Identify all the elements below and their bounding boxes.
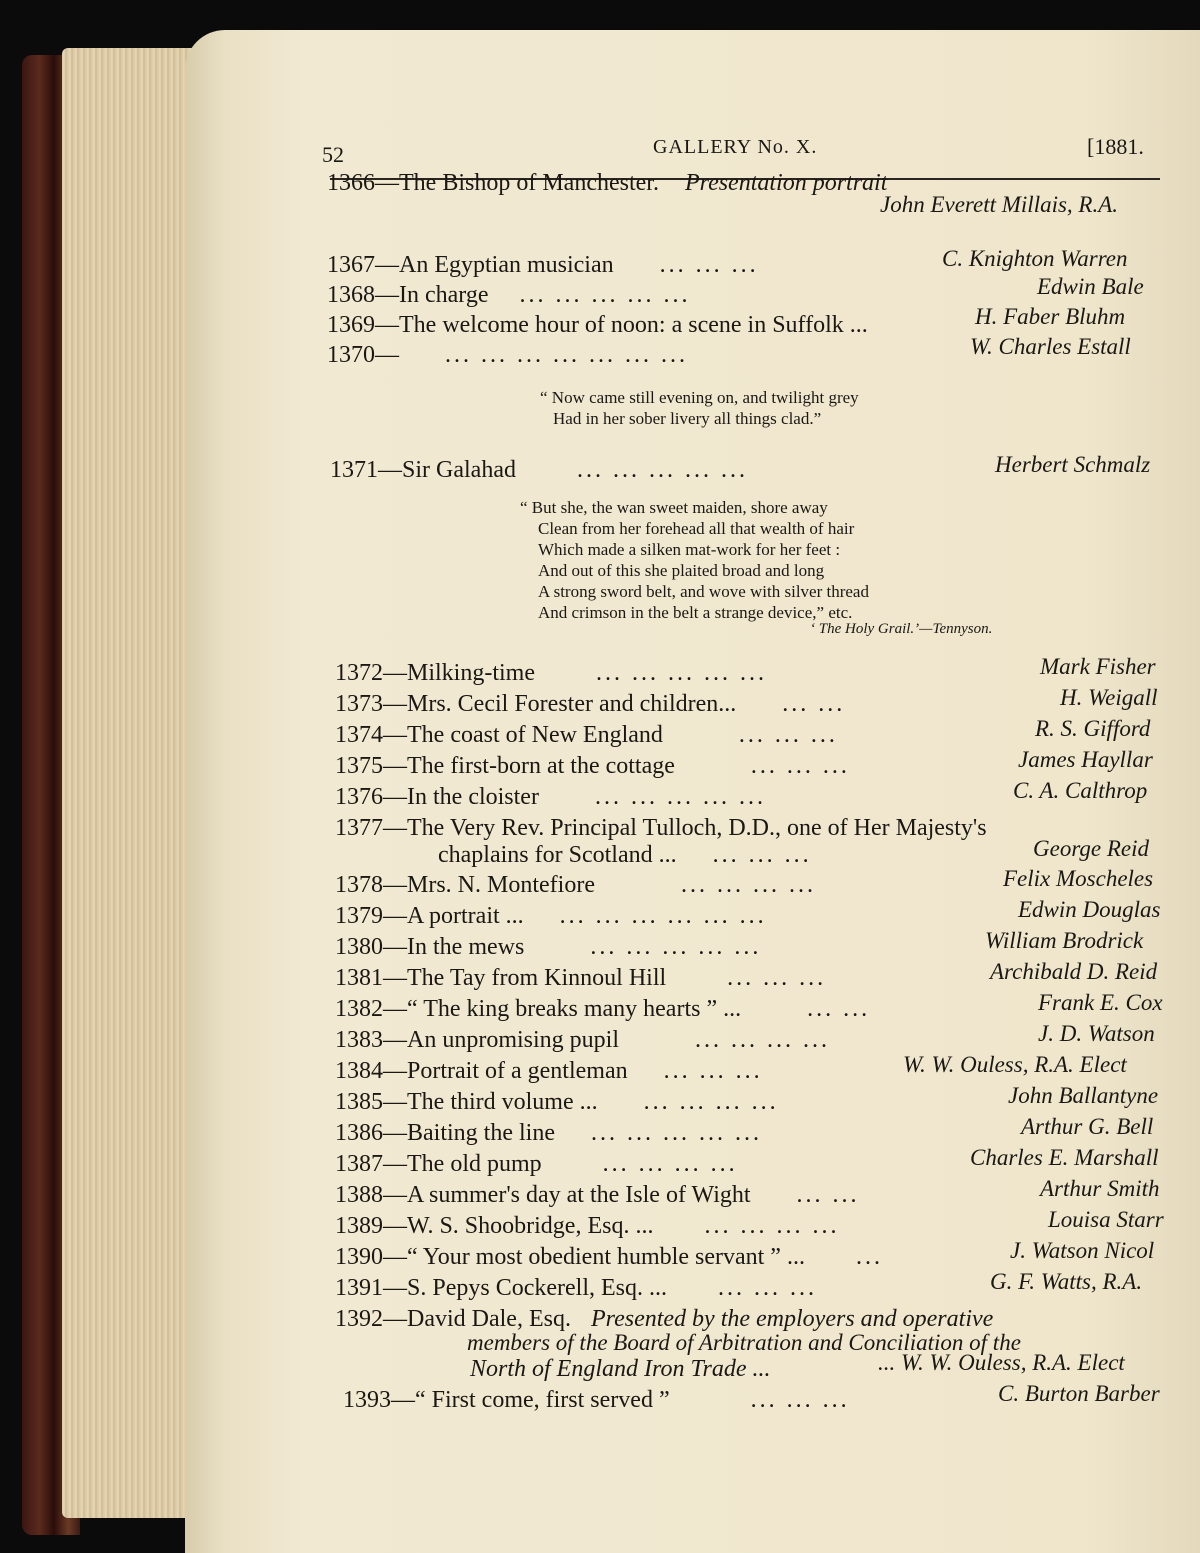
artist-1393: C. Burton Barber xyxy=(998,1381,1160,1406)
leader-dots: ... ... ... ... ... xyxy=(519,282,691,308)
entry-1375 xyxy=(335,753,850,780)
entry-1387 xyxy=(335,1151,738,1178)
entry-title: 1383—An unpromising pupil xyxy=(335,1027,620,1053)
artist-1376: C. A. Calthrop xyxy=(1013,778,1148,803)
entry-1382 xyxy=(335,996,870,1023)
artist-1390: J. Watson Nicol xyxy=(1010,1238,1155,1263)
page-stack xyxy=(62,48,202,1518)
leader-dots: ... ... ... ... ... xyxy=(596,660,767,686)
entry-1377-cont xyxy=(438,842,812,869)
leader-dots: ... ... ... xyxy=(750,1387,850,1413)
entry-note-3: North of England Iron Trade ... xyxy=(470,1356,771,1382)
leader-dots: ... ... xyxy=(807,996,871,1022)
entry-1392-cont xyxy=(470,1356,770,1383)
leader-dots: ... ... ... xyxy=(663,1058,763,1084)
entry-title: 1371—Sir Galahad xyxy=(330,457,516,483)
entry-1367 xyxy=(327,252,759,279)
leader-dots: ... ... ... ... ... xyxy=(576,457,748,483)
artist-1378: Felix Moscheles xyxy=(1003,866,1154,891)
artist-1389: Louisa Starr xyxy=(1048,1207,1164,1232)
entry-title-cont: chaplains for Scotland ... xyxy=(438,842,677,868)
page-header xyxy=(185,130,1200,170)
entry-1377 xyxy=(335,815,987,842)
entry-1393 xyxy=(343,1387,850,1414)
entry-1368 xyxy=(327,282,691,309)
artist-1369: H. Faber Bluhm xyxy=(975,304,1126,329)
artist-1388: Arthur Smith xyxy=(1040,1176,1160,1201)
quote-line: Which made a silken mat-work for her feet : xyxy=(538,540,841,559)
entry-title: 1390—“ Your most obedient humble servant ” ... xyxy=(335,1244,805,1270)
artist-1374: R. S. Gifford xyxy=(1035,716,1151,741)
artist-1367: C. Knighton Warren xyxy=(942,246,1128,271)
quote-line: Clean from her forehead all that wealth of hair xyxy=(538,519,855,538)
entry-title: 1391—S. Pepys Cockerell, Esq. ... xyxy=(335,1275,667,1301)
leader-dots: ... ... ... xyxy=(712,842,812,868)
header-year: [1881. xyxy=(1087,134,1144,159)
artist-1377: George Reid xyxy=(1033,836,1150,861)
artist-1387: Charles E. Marshall xyxy=(970,1145,1159,1170)
entry-1374 xyxy=(335,722,838,749)
leader-dots: ... ... ... ... ... xyxy=(590,1120,762,1146)
entry-1381 xyxy=(335,965,826,992)
leader-dots: ... ... xyxy=(782,691,846,717)
leader-dots: ... ... ... ... ... ... ... xyxy=(445,342,688,368)
leader-dots: ... ... ... ... ... ... xyxy=(559,903,767,929)
artist-1380: William Brodrick xyxy=(985,928,1144,953)
quote-1370 xyxy=(540,387,859,429)
artist-1370: W. Charles Estall xyxy=(970,334,1131,359)
leader-dots: ... ... ... ... xyxy=(602,1151,738,1177)
artist-1386: Arthur G. Bell xyxy=(1021,1114,1154,1139)
artist-1385: John Ballantyne xyxy=(1008,1083,1159,1108)
entry-1389 xyxy=(335,1213,839,1240)
quote-1371 xyxy=(520,497,869,623)
leader-dots: ... ... ... ... xyxy=(680,872,816,898)
entry-title: 1378—Mrs. N. Montefiore xyxy=(335,872,595,898)
artist-1384: W. W. Ouless, R.A. Elect xyxy=(903,1052,1127,1077)
entry-1392-note-2: members of the Board of Arbitration and Conciliation of the xyxy=(467,1330,1021,1355)
entry-title: 1374—The coast of New England xyxy=(335,722,663,748)
artist-1371: Herbert Schmalz xyxy=(995,452,1151,477)
entry-title: 1367—An Egyptian musician xyxy=(327,252,614,278)
entry-title: 1372—Milking-time xyxy=(335,660,535,686)
entry-1384 xyxy=(335,1058,763,1085)
artist-1381: Archibald D. Reid xyxy=(990,959,1158,984)
leader-dots: ... xyxy=(855,1244,883,1270)
catalogue-page xyxy=(185,30,1200,1553)
leader-dots: ... ... ... ... ... xyxy=(590,934,762,960)
leader-dots: ... ... xyxy=(796,1182,860,1208)
leader-dots: ... ... ... xyxy=(727,965,827,991)
entry-1390 xyxy=(335,1244,883,1271)
artist-1383: J. D. Watson xyxy=(1038,1021,1155,1046)
quote-line: “ Now came still evening on, and twilight grey xyxy=(540,388,859,407)
page-number: 52 xyxy=(322,142,344,167)
entry-1371 xyxy=(330,457,748,484)
entry-title: 1389—W. S. Shoobridge, Esq. ... xyxy=(335,1213,654,1239)
quote-line: Had in her sober livery all things clad.” xyxy=(553,409,822,428)
leader-dots: ... ... ... ... xyxy=(704,1213,840,1239)
entry-title: 1385—The third volume ... xyxy=(335,1089,598,1115)
entry-note: Presented by the employers and operative xyxy=(590,1306,994,1332)
artist-1372: Mark Fisher xyxy=(1040,654,1156,679)
entry-1388 xyxy=(335,1182,860,1209)
leader-dots: ... ... ... xyxy=(659,252,759,278)
entry-title: 1382—“ The king breaks many hearts ” ... xyxy=(335,996,742,1022)
entry-1369 xyxy=(327,312,868,339)
entry-title: 1384—Portrait of a gentleman xyxy=(335,1058,628,1084)
leader-dots: ... ... ... xyxy=(750,753,850,779)
entry-title: 1373—Mrs. Cecil Forester and children... xyxy=(335,691,737,717)
entry-title: 1392—David Dale, Esq. xyxy=(335,1306,571,1332)
leader-dots: ... ... ... xyxy=(738,722,838,748)
entry-1379 xyxy=(335,903,767,930)
entry-title: 1376—In the cloister xyxy=(335,784,539,810)
running-title: GALLERY No. X. xyxy=(653,136,818,158)
entry-title: 1387—The old pump xyxy=(335,1151,542,1177)
quote-line: A strong sword belt, and wove with silver thread xyxy=(538,582,869,601)
leader-dots: ... ... ... ... xyxy=(695,1027,831,1053)
artist-1366: John Everett Millais, R.A. xyxy=(880,192,1119,217)
entry-title: 1368—In charge xyxy=(327,282,489,308)
entry-1378 xyxy=(335,872,816,899)
quote-line: And out of this she plaited broad and long xyxy=(538,561,825,580)
quote-line: “ But she, the wan sweet maiden, shore away xyxy=(520,498,828,517)
entry-title: 1381—The Tay from Kinnoul Hill xyxy=(335,965,667,991)
entry-1386 xyxy=(335,1120,762,1147)
entry-title: 1388—A summer's day at the Isle of Wight xyxy=(335,1182,751,1208)
entry-1370 xyxy=(327,342,688,369)
artist-1379: Edwin Douglas xyxy=(1018,897,1161,922)
quote-line: And crimson in the belt a strange device,” etc. xyxy=(538,603,853,622)
entry-1376 xyxy=(335,784,766,811)
entry-1380 xyxy=(335,934,761,961)
entry-title: 1386—Baiting the line xyxy=(335,1120,555,1146)
entry-title: 1370— xyxy=(327,342,399,368)
entry-1385 xyxy=(335,1089,779,1116)
artist-1392: ... W. W. Ouless, R.A. Elect xyxy=(878,1350,1125,1375)
entry-note: Presentation portrait xyxy=(684,170,888,196)
entry-title: 1377—The Very Rev. Principal Tulloch, D.D., one of Her Majesty's xyxy=(335,815,987,841)
entry-title: 1380—In the mews xyxy=(335,934,525,960)
entry-title: 1393—“ First come, first served ” xyxy=(343,1387,670,1413)
entry-1373 xyxy=(335,691,845,718)
leader-dots: ... ... ... ... xyxy=(643,1089,779,1115)
quote-attribution: ‘ The Holy Grail.’—Tennyson. xyxy=(810,621,993,637)
artist-1373: H. Weigall xyxy=(1060,685,1158,710)
artist-1375: James Hayllar xyxy=(1018,747,1153,772)
artist-1382: Frank E. Cox xyxy=(1038,990,1163,1015)
entry-1372 xyxy=(335,660,767,687)
artist-1391: G. F. Watts, R.A. xyxy=(990,1269,1143,1294)
entry-1366 xyxy=(327,170,887,197)
entry-title: 1375—The first-born at the cottage xyxy=(335,753,675,779)
leader-dots: ... ... ... xyxy=(717,1275,817,1301)
leader-dots: ... ... ... ... ... xyxy=(594,784,766,810)
entry-title: 1369—The welcome hour of noon: a scene in Suffolk ... xyxy=(327,312,868,338)
entry-title: 1366—The Bishop of Manchester. xyxy=(327,170,659,196)
entry-1392 xyxy=(335,1306,993,1333)
artist-1368: Edwin Bale xyxy=(1037,274,1144,299)
entry-1383 xyxy=(335,1027,830,1054)
entry-1391 xyxy=(335,1275,817,1302)
entry-title: 1379—A portrait ... xyxy=(335,903,524,929)
